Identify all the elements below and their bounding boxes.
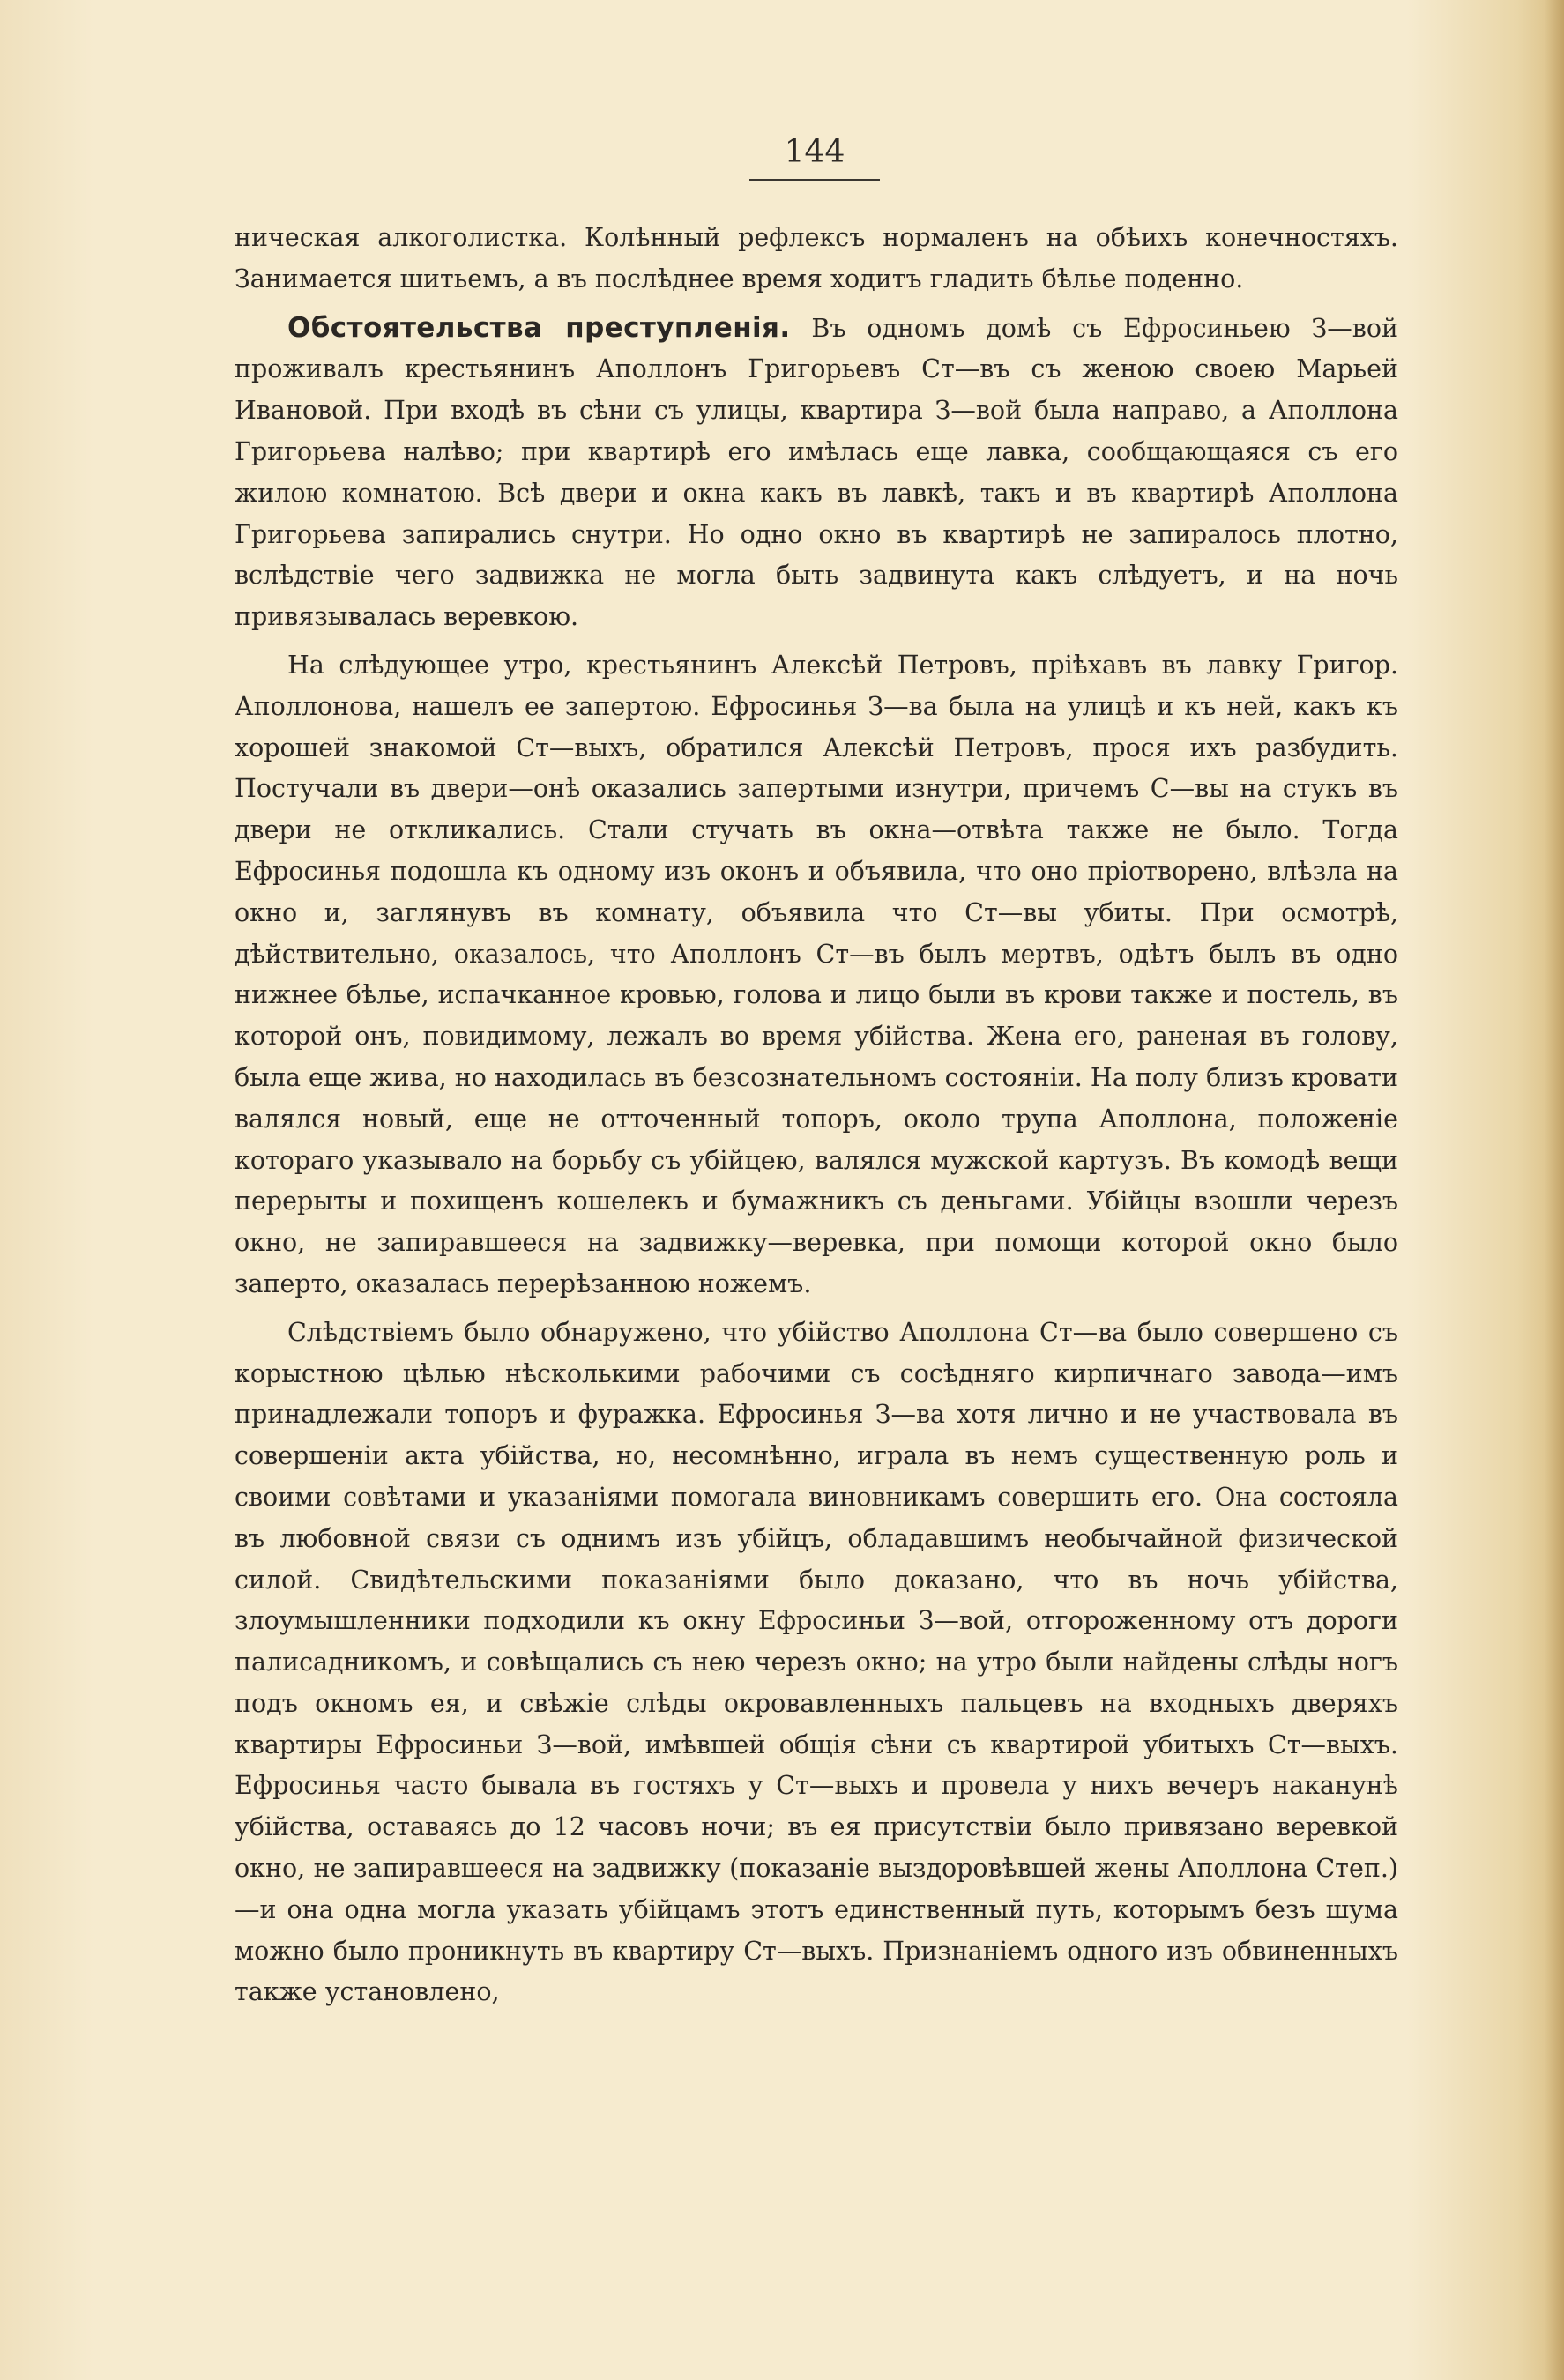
paragraph-next-morning: На слѣдующее утро, крестьянинъ Алексѣй Петровъ, пріѣхавъ въ лавку Григор. Аполлонова, нашелъ ее запертою. Ефросинья З—ва была на улицѣ и къ ней, какъ къ хорошей знакомой Ст—выхъ, обратился Алексѣй Петровъ, прося ихъ разбудить. Постучали въ двери—онѣ оказались запертыми изнутри, причемъ С—вы на стукъ въ двери не откликались. Стали стучать въ окна—отвѣта также не было. Тогда Ефросинья подошла къ одному изъ оконъ и объявила, что оно пріотворено, влѣзла на окно и, заглянувъ въ комнату, объявила что Ст—вы убиты. При осмотрѣ, дѣйствительно, оказалось, что Аполлонъ Ст—въ былъ мертвъ, одѣтъ былъ въ одно нижнее бѣлье, испачканное кровью, голова и лицо были въ крови также и постель, въ которой онъ, повидимому, лежалъ во время убійства. Жена его, раненая въ голову, была еще жива, но находилась въ безсознательномъ состояніи. На полу близъ кровати валялся новый, еще не отточенный топоръ, около трупа Аполлона, положеніе котораго указывало на борьбу съ убійцею, валялся мужской картузъ. Въ комодѣ вещи перерыты и похищенъ кошелекъ и бумажникъ съ деньгами. Убійцы взошли черезъ окно, не запиравшееся на задвижку—веревка, при помощи которой окно было заперто, оказалась перерѣзанною ножемъ. <box>235 650 1398 1298</box>
body-text <box>235 218 1398 2013</box>
paragraph-circumstances-body: Въ одномъ домѣ съ Ефросиньею З—вой проживалъ крестьянинъ Аполлонъ Григорьевъ Ст—въ съ женою своею Марьей Ивановой. При входѣ въ сѣни съ улицы, квартира З—вой была направо, а Аполлона Григорьева налѣво; при квартирѣ его имѣлась еще лавка, сообщающаяся съ его жилою комнатою. Всѣ двери и окна какъ въ лавкѣ, такъ и въ квартирѣ Аполлона Григорьева запирались снутри. Но одно окно въ квартирѣ не запиралось плотно, вслѣдствіе чего задвижка не могла быть задвинута какъ слѣдуетъ, и на ночь привязывалась веревкою. <box>235 313 1398 632</box>
page-edge-shadow <box>1545 0 1564 2380</box>
paragraph-circumstances <box>235 308 1398 638</box>
section-heading: Обстоятельства преступленія. <box>287 311 791 344</box>
paragraph-continuation: ническая алкоголистка. Колѣнный рефлексъ нормаленъ на обѣихъ конечностяхъ. Занимается шитьемъ, а въ послѣднее время ходитъ гладить бѣлье поденно. <box>235 223 1398 294</box>
page-number: 144 <box>749 134 880 181</box>
paragraph-investigation: Слѣдствіемъ было обнаружено, что убійство Аполлона Ст—ва было совершено съ корыстною цѣлью нѣсколькими рабочими съ сосѣдняго кирпичнаго завода—имъ принадлежали топоръ и фуражка. Ефросинья З—ва хотя лично и не участвовала въ совершеніи акта убійства, но, несомнѣнно, играла въ немъ существенную роль и своими совѣтами и указаніями помогала виновникамъ совершить его. Она состояла въ любовной связи съ однимъ изъ убійцъ, обладавшимъ необычайной физической силой. Свидѣтельскими показаніями было доказано, что въ ночь убійства, злоумышленники подходили къ окну Ефросиньи З—вой, отгороженному отъ дороги палисадникомъ, и совѣщались съ нею черезъ окно; на утро были найдены слѣды ногъ подъ окномъ ея, и свѣжіе слѣды окровавленныхъ пальцевъ на входныхъ дверяхъ квартиры Ефросиньи З—вой, имѣвшей общія сѣни съ квартирой убитыхъ Ст—выхъ. Ефросинья часто бывала въ гостяхъ у Ст—выхъ и провела у нихъ вечеръ наканунѣ убійства, оставаясь до 12 часовъ ночи; въ ея присутствіи было привязано веревкой окно, не запиравшееся на задвижку (показаніе выздоровѣвшей жены Аполлона Степ.)—и она одна могла указать убійцамъ этотъ единственный путь, которымъ безъ шума можно было проникнуть въ квартиру Ст—выхъ. Признаніемъ одного изъ обвиненныхъ также установлено, <box>235 1317 1398 2007</box>
